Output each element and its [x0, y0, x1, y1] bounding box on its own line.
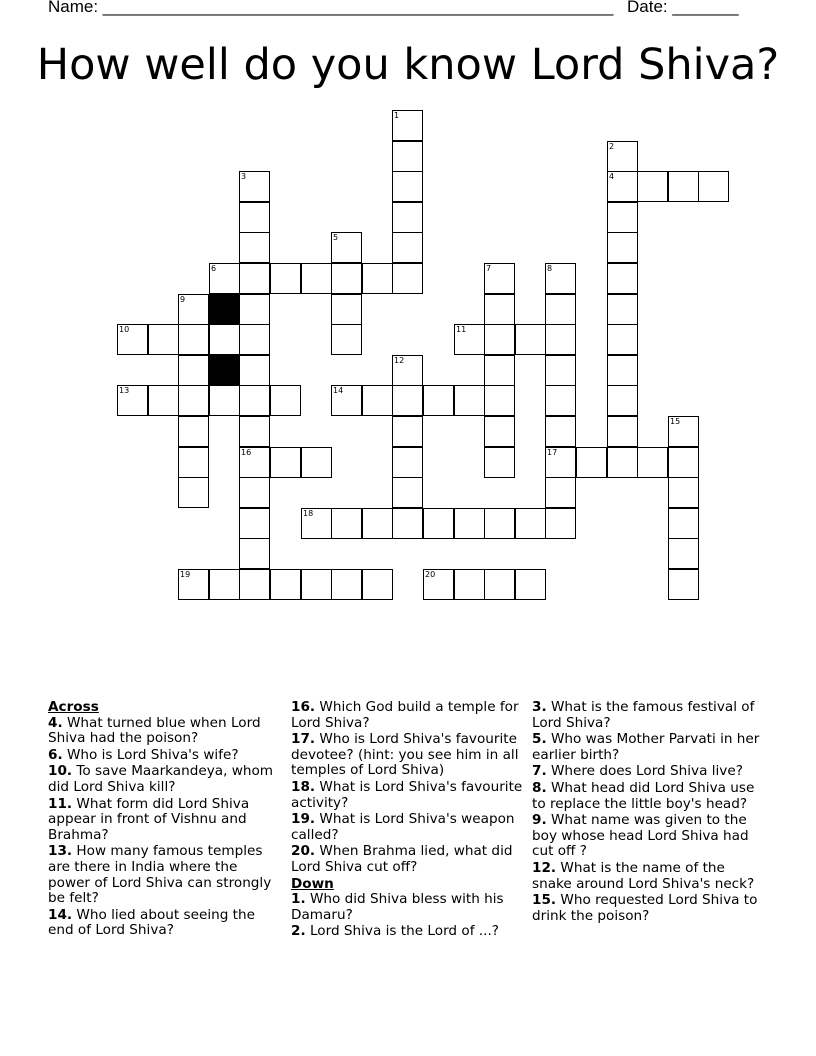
grid-cell[interactable]	[515, 569, 546, 600]
grid-cell[interactable]	[392, 416, 423, 447]
clue-across-4: 4. What turned blue when Lord Shiva had the poison?	[48, 714, 261, 747]
clue-number: 17	[547, 448, 558, 457]
grid-cell[interactable]	[239, 508, 270, 539]
clue-number: 11	[456, 325, 467, 334]
grid-cell[interactable]	[392, 110, 423, 141]
clues-column-1	[48, 700, 280, 940]
clue-across-18: 18. What is Lord Shiva's favourite activity?	[291, 778, 523, 811]
grid-cell[interactable]	[239, 171, 270, 202]
grid-cell[interactable]	[239, 355, 270, 386]
grid-cell[interactable]	[545, 477, 576, 508]
grid-cell[interactable]	[545, 355, 576, 386]
clue-number: 18	[303, 509, 314, 518]
grid-cell[interactable]	[515, 508, 546, 539]
grid-cell[interactable]	[270, 569, 301, 600]
grid-cell[interactable]	[301, 263, 332, 294]
grid-cell[interactable]	[392, 263, 423, 294]
grid-cell[interactable]	[545, 263, 576, 294]
grid-cell[interactable]	[301, 569, 332, 600]
clue-number: 12	[394, 356, 405, 365]
grid-cell[interactable]	[607, 171, 638, 202]
clue-number: 5	[333, 233, 339, 242]
grid-cell[interactable]	[607, 324, 638, 355]
grid-cell[interactable]	[454, 569, 485, 600]
grid-cell[interactable]	[270, 447, 301, 478]
grid-cell[interactable]	[637, 171, 668, 202]
grid-cell[interactable]	[178, 355, 209, 386]
grid-cell[interactable]	[668, 569, 699, 600]
grid-cell[interactable]	[239, 232, 270, 263]
clue-across-16: 16. Which God build a temple for Lord Shiva?	[291, 699, 519, 731]
grid-cell[interactable]	[423, 569, 454, 600]
clue-down-7: 7. Where does Lord Shiva live?	[532, 763, 743, 780]
grid-cell[interactable]	[239, 477, 270, 508]
down-heading: Down	[291, 875, 334, 892]
grid-cell[interactable]	[331, 385, 362, 416]
grid-cell[interactable]	[362, 508, 393, 539]
grid-cell[interactable]	[484, 508, 515, 539]
clue-down-12: 12. What is the name of the snake around Lord Shiva's neck?	[532, 859, 755, 892]
grid-cell[interactable]	[209, 385, 240, 416]
grid-cell[interactable]	[392, 447, 423, 478]
grid-cell[interactable]	[392, 171, 423, 202]
grid-cell[interactable]	[668, 447, 699, 478]
grid-cell[interactable]	[178, 294, 209, 325]
grid-cell[interactable]	[178, 385, 209, 416]
grid-cell[interactable]	[239, 263, 270, 294]
grid-cell[interactable]	[270, 385, 301, 416]
grid-cell[interactable]	[484, 569, 515, 600]
grid-cell[interactable]	[454, 508, 485, 539]
grid-cell[interactable]	[239, 202, 270, 233]
clue-down-1: 1. Who did Shiva bless with his Damaru?	[291, 891, 504, 923]
grid-cell[interactable]	[362, 263, 393, 294]
clue-down-5: 5. Who was Mother Parvati in her earlier birth?	[532, 731, 760, 763]
grid-cell[interactable]	[607, 385, 638, 416]
grid-cell[interactable]	[423, 508, 454, 539]
clue-number: 3	[241, 172, 247, 181]
clue-down-15: 15. Who requested Lord Shiva to drink the poison?	[532, 892, 758, 924]
grid-cell[interactable]	[698, 171, 729, 202]
grid-cell[interactable]	[392, 232, 423, 263]
grid-cell[interactable]	[392, 385, 423, 416]
grid-cell[interactable]	[392, 141, 423, 172]
grid-cell[interactable]	[117, 385, 148, 416]
grid-cell[interactable]	[454, 324, 485, 355]
grid-cell[interactable]	[607, 294, 638, 325]
clue-across-19: 19. What is Lord Shiva's weapon called?	[291, 811, 515, 843]
clues-column-2	[291, 700, 523, 941]
grid-cell[interactable]	[178, 447, 209, 478]
clue-across-6: 6. Who is Lord Shiva's wife?	[48, 746, 239, 763]
clue-number: 15	[670, 417, 681, 426]
grid-cell[interactable]	[484, 324, 515, 355]
grid-cell[interactable]	[668, 171, 699, 202]
grid-cell[interactable]	[239, 538, 270, 569]
grid-cell[interactable]	[484, 416, 515, 447]
grid-cell[interactable]	[576, 447, 607, 478]
grid-cell[interactable]	[239, 294, 270, 325]
clue-across-14: 14. Who lied about seeing the end of Lord Shiva?	[48, 906, 255, 939]
grid-cell[interactable]	[484, 263, 515, 294]
grid-cell[interactable]	[239, 416, 270, 447]
grid-cell[interactable]	[331, 294, 362, 325]
grid-cell[interactable]	[668, 508, 699, 539]
clue-number: 13	[119, 386, 130, 395]
grid-cell[interactable]	[607, 416, 638, 447]
grid-cell[interactable]	[178, 416, 209, 447]
clue-number: 10	[119, 325, 130, 334]
grid-cell[interactable]	[668, 538, 699, 569]
clue-down-8: 8. What head did Lord Shiva use to replace the little boy's head?	[532, 779, 755, 812]
grid-cell[interactable]	[668, 416, 699, 447]
grid-cell[interactable]	[362, 569, 393, 600]
grid-cell[interactable]	[545, 294, 576, 325]
clue-down-9: 9. What name was given to the boy whose head Lord Shiva had cut off ?	[532, 812, 749, 860]
grid-cell[interactable]	[148, 324, 179, 355]
clue-number: 14	[333, 386, 344, 395]
clue-across-10: 10. To save Maarkandeya, whom did Lord Shiva kill?	[48, 763, 274, 795]
grid-cell[interactable]	[545, 385, 576, 416]
grid-cell[interactable]	[331, 508, 362, 539]
grid-cell[interactable]	[607, 141, 638, 172]
grid-cell[interactable]	[362, 385, 393, 416]
grid-cell[interactable]	[607, 232, 638, 263]
clue-number: 7	[486, 264, 492, 273]
grid-cell[interactable]	[607, 447, 638, 478]
clue-down-2: 2. Lord Shiva is the Lord of ...?	[291, 923, 499, 940]
grid-cell[interactable]	[178, 477, 209, 508]
clues-column-3	[532, 700, 764, 925]
date-field-label: Date: _______	[627, 0, 739, 16]
grid-cell[interactable]	[331, 263, 362, 294]
clue-number: 4	[609, 172, 615, 181]
grid-cell[interactable]	[545, 447, 576, 478]
grid-cell[interactable]	[607, 263, 638, 294]
clue-number: 19	[180, 570, 191, 579]
grid-cell[interactable]	[178, 569, 209, 600]
grid-cell[interactable]	[484, 385, 515, 416]
clue-across-13: 13. How many famous temples are there in India where the power of Lord Shiva can strongly be felt?	[48, 843, 272, 907]
grid-cell[interactable]	[545, 508, 576, 539]
grid-cell[interactable]	[239, 447, 270, 478]
grid-cell[interactable]	[484, 355, 515, 386]
grid-cell[interactable]	[239, 569, 270, 600]
grid-cell[interactable]	[331, 569, 362, 600]
grid-cell[interactable]	[239, 385, 270, 416]
clue-number: 8	[547, 264, 553, 273]
black-square	[209, 294, 240, 325]
grid-cell[interactable]	[392, 477, 423, 508]
grid-cell[interactable]	[607, 355, 638, 386]
clue-number: 1	[394, 111, 400, 120]
grid-cell[interactable]	[423, 385, 454, 416]
page-title: How well do you know Lord Shiva?	[36, 40, 780, 90]
grid-cell[interactable]	[607, 202, 638, 233]
grid-cell[interactable]	[331, 324, 362, 355]
grid-cell[interactable]	[239, 324, 270, 355]
name-field-label: Name: ______________________________________________________	[48, 0, 614, 16]
grid-cell[interactable]	[484, 447, 515, 478]
grid-cell[interactable]	[209, 324, 240, 355]
clue-number: 20	[425, 570, 436, 579]
clue-across-17: 17. Who is Lord Shiva's favourite devotee? (hint: you see him in all temples of Lord Shiva)	[291, 731, 519, 779]
black-square	[209, 355, 240, 386]
grid-cell[interactable]	[270, 263, 301, 294]
clue-number: 6	[211, 264, 217, 273]
grid-cell[interactable]	[209, 263, 240, 294]
grid-cell[interactable]	[301, 447, 332, 478]
clue-number: 16	[241, 448, 252, 457]
grid-cell[interactable]	[392, 355, 423, 386]
grid-cell[interactable]	[668, 477, 699, 508]
grid-cell[interactable]	[484, 294, 515, 325]
grid-cell[interactable]	[178, 324, 209, 355]
clue-number: 2	[609, 142, 615, 151]
grid-cell[interactable]	[117, 324, 148, 355]
grid-cell[interactable]	[331, 232, 362, 263]
grid-cell[interactable]	[454, 385, 485, 416]
clue-across-11: 11. What form did Lord Shiva appear in front of Vishnu and Brahma?	[48, 795, 250, 843]
grid-cell[interactable]	[545, 324, 576, 355]
grid-cell[interactable]	[392, 202, 423, 233]
clue-down-3: 3. What is the famous festival of Lord Shiva?	[532, 699, 755, 731]
grid-cell[interactable]	[301, 508, 332, 539]
grid-cell[interactable]	[545, 416, 576, 447]
grid-cell[interactable]	[515, 324, 546, 355]
grid-cell[interactable]	[637, 447, 668, 478]
clue-number: 9	[180, 295, 186, 304]
clue-across-20: 20. When Brahma lied, what did Lord Shiva cut off?	[291, 843, 513, 875]
grid-cell[interactable]	[392, 508, 423, 539]
across-heading: Across	[48, 699, 99, 715]
grid-cell[interactable]	[148, 385, 179, 416]
grid-cell[interactable]	[209, 569, 240, 600]
